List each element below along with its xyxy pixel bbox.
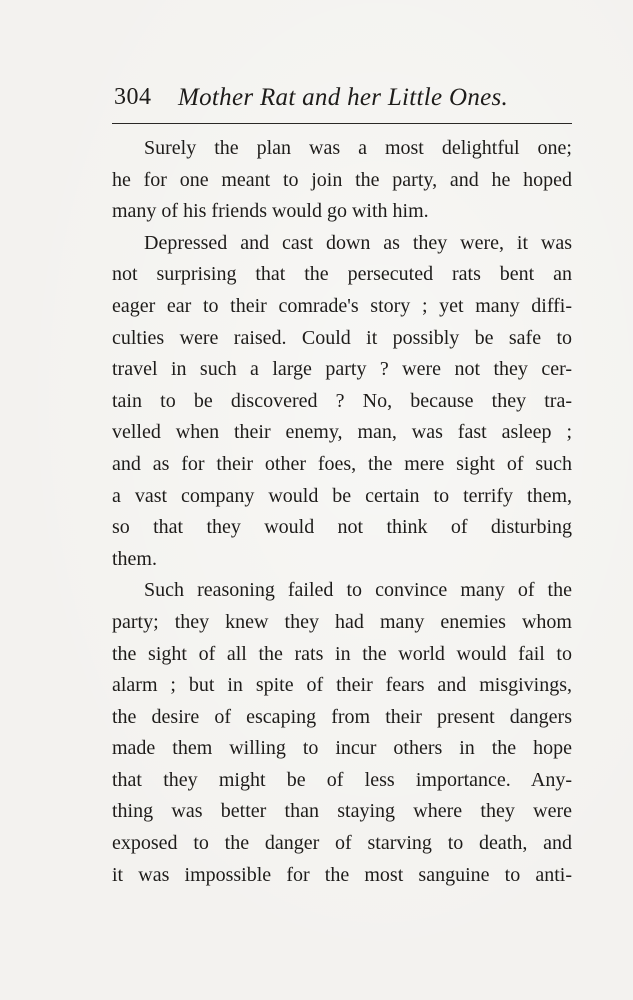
text-line: the sight of all the rats in the world would fail to [112, 642, 572, 665]
text-line: it was impossible for the most sanguine to anti- [112, 863, 572, 886]
text-line: not surprising that the persecuted rats bent an [112, 263, 572, 286]
text-line: so that they would not think of disturbing [112, 516, 572, 539]
running-title: Mother Rat and her Little Ones. [178, 84, 509, 111]
text-line: alarm ; but in spite of their fears and misgivings, [112, 674, 572, 697]
text-line: party; they knew they had many enemies whom [112, 610, 572, 633]
paragraph-2 [112, 228, 572, 576]
text-line: thing was better than staying where they were [112, 800, 572, 823]
page-number: 304 [114, 84, 152, 110]
body-text [112, 133, 572, 891]
text-line: he for one meant to join the party, and he hoped [112, 168, 572, 191]
text-line: Depressed and cast down as they were, it was [144, 231, 572, 254]
text-line: made them willing to incur others in the hope [112, 737, 572, 760]
text-line: travel in such a large party ? were not they cer- [112, 358, 572, 381]
text-line: exposed to the danger of starving to death, and [112, 832, 572, 855]
paragraph-1 [112, 133, 572, 228]
text-line: culties were raised. Could it possibly be safe to [112, 326, 572, 349]
text-line: Such reasoning failed to convince many of the [144, 579, 572, 602]
text-line: them. [112, 547, 157, 570]
text-line: and as for their other foes, the mere sight of such [112, 452, 572, 475]
text-line: tain to be discovered ? No, because they tra- [112, 389, 572, 412]
text-line: Surely the plan was a most delightful one; [144, 137, 572, 159]
text-line: velled when their enemy, man, was fast asleep ; [112, 421, 572, 444]
paragraph-3 [112, 575, 572, 891]
text-line: that they might be of less importance. Any- [112, 768, 572, 791]
text-line: the desire of escaping from their present dangers [112, 705, 572, 728]
text-line: a vast company would be certain to terrify them, [112, 484, 572, 507]
header-rule [112, 123, 572, 124]
text-line: eager ear to their comrade's story ; yet many diffi- [112, 294, 572, 317]
page-header [112, 80, 572, 120]
text-line: many of his friends would go with him. [112, 200, 429, 223]
